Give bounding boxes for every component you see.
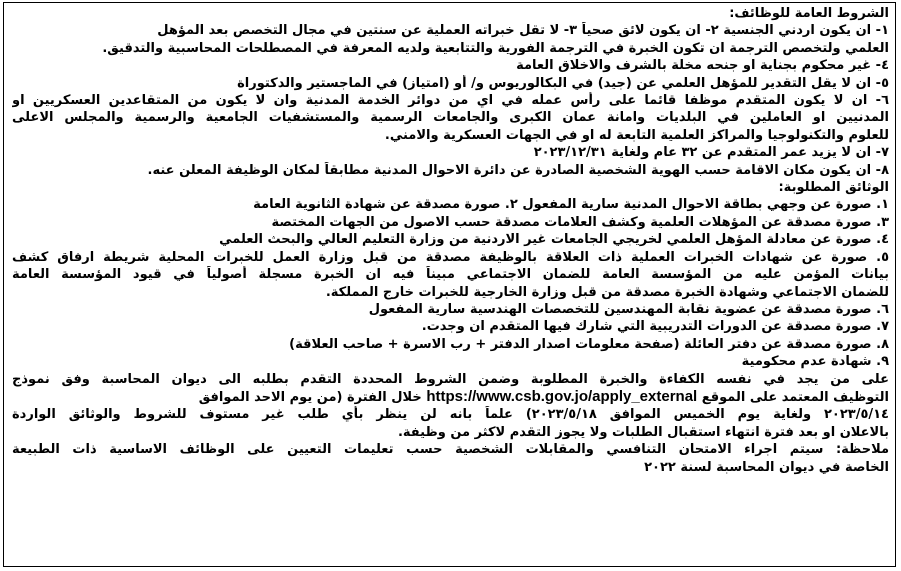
- apply-url-link[interactable]: https://www.csb.gov.jo/apply_external: [426, 387, 698, 405]
- condition-line: ٤- غير محكوم بجناية او جنحه مخلة بالشرف والاخلاق العامة: [516, 58, 889, 74]
- document-line: ٤. صورة عن معادلة المؤهل العلمي لخريجي الجامعات غير الاردنية من وزارة التعليم العالي والبحث العلمي: [219, 232, 889, 248]
- application-line: على من يجد في نفسه الكفاءة والخبرة المطلوبة وضمن الشروط المحددة التقدم بطلبه الى ديوان المحاسبة وفق نموذج: [12, 371, 889, 387]
- condition-line: ٧- ان لا يزيد عمر المتقدم عن ٣٢ عام ولغاية ٢٠٢٣/١٢/٣١: [533, 145, 889, 161]
- documents-heading: الوثائق المطلوبة:: [778, 180, 889, 196]
- application-text: التوظيف المعتمد على الموقع: [701, 389, 889, 405]
- application-line: ٢٠٢٣/٥/١٤ ولغاية يوم الخميس الموافق ٢٠٢٣/٥/١٨) علماً بانه لن ينظر بأي طلب غير مستوف للشروط والوثائق الواردة: [12, 407, 889, 423]
- application-line-url: [12, 388, 889, 406]
- document-line: ٨. صورة مصدقة عن دفتر العائلة (صفحة معلومات اصدار الدفتر + رب الاسرة + صاحب العلاقة): [289, 336, 889, 352]
- condition-line: ٥- ان لا يقل التقدير للمؤهل العلمي عن (جيد) في البكالوريوس و/ أو (امتياز) في الماجستير والدكتوراة: [237, 75, 889, 91]
- condition-line: للعلوم والتكنولوجيا والمراكز العلمية التابعة له او في الجهات العسكرية والامني.: [384, 127, 889, 143]
- application-text: خلال الفترة (من يوم الاحد الموافق: [198, 389, 422, 405]
- document-line: ٥. صورة عن شهادات الخبرات العملية ذات العلاقة بالوظيفة مصدقة من قبل وزارة العمل للخبرات المحلية شريطة ارفاق كشف: [12, 249, 889, 265]
- announcement-text: [4, 3, 895, 476]
- announcement-frame: [3, 2, 896, 567]
- condition-line: ٦- ان لا يكون المتقدم موظفا قائما على رأس عمله في اي من دوائر الخدمة المدنية وان لا يكون من المتقاعدين العسكريين او: [12, 93, 889, 109]
- condition-line: العلمي ولتخصص الترجمة ان تكون الخبرة في الترجمة الفورية والتتابعية ولديه المعرفة في المصطلحات المحاسبية والتدقيق.: [102, 40, 889, 56]
- note-line: ملاحظة: سيتم اجراء الامتحان التنافسي والمقابلات الشخصية حسب تعليمات التعيين على الوظائف الاساسية ذات الطبيعة: [12, 442, 889, 458]
- condition-line: ١- ان يكون اردني الجنسية ٢- ان يكون لائق صحياً ٣- لا تقل خبراته العملية عن سنتين في مجال التخصص بعد المؤهل: [157, 23, 889, 39]
- document-line: ٦. صورة مصدقة عن عضوية نقابة المهندسين للتخصصات الهندسية سارية المفعول: [368, 301, 889, 317]
- document-line: ٩. شهادة عدم محكومية: [741, 354, 889, 370]
- document-line: بيانات المؤمن عليه من المؤسسة العامة للضمان الاجتماعي مبيناً فيه ان الخبرة مسجلة أصولياً في قيود المؤسسة العامة: [12, 267, 889, 283]
- document-line: ١. صورة عن وجهي بطاقة الاحوال المدنية سارية المفعول ٢. صورة مصدقة عن شهادة الثانوية العامة: [253, 197, 889, 213]
- general-conditions-heading: الشروط العامة للوظائف:: [729, 6, 889, 21]
- document-line: للضمان الاجتماعي وشهادة الخبرة مصدقة من قبل وزارة الخارجية للخبرات خارج المملكة.: [325, 284, 889, 300]
- condition-line: المدنيين او العاملين في البلديات وامانة عمان الكبرى والجامعات الرسمية والمستشفيات الجامعية والرسمية والمجلس الاعلى: [12, 110, 889, 126]
- condition-line: ٨- ان يكون مكان الاقامة حسب الهوية الشخصية الصادرة عن دائرة الاحوال المدنية مطابقاً لمكان الوظيفة المعلن عنه.: [147, 162, 889, 178]
- document-line: ٣. صورة مصدقة عن المؤهلات العلمية وكشف العلامات مصدقة حسب الاصول من الجهات المختصة: [271, 214, 889, 230]
- application-line: بالاعلان او بعد فترة انتهاء استقبال الطلبات ولا يجوز التقدم لاكثر من وظيفة.: [397, 424, 889, 440]
- document-line: ٧. صورة مصدقة عن الدورات التدريبية التي شارك فيها المتقدم ان وجدت.: [421, 319, 889, 335]
- note-line: الخاصة في ديوان المحاسبة لسنة ٢٠٢٢: [644, 459, 889, 475]
